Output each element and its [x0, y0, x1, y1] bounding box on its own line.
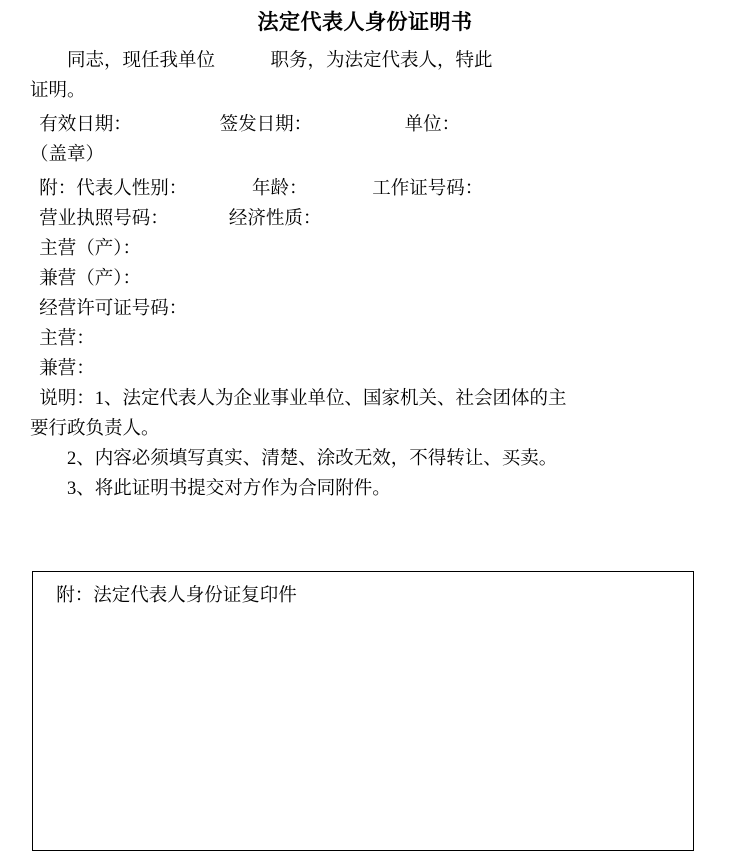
- page-title: 法定代表人身份证明书: [257, 10, 473, 34]
- economic-nature-label: 经济性质：: [228, 209, 322, 229]
- permit-number-label: 经营许可证号码：: [30, 299, 188, 319]
- unit-label: 单位：: [404, 115, 461, 135]
- license-number-label: 营业执照号码：: [30, 209, 169, 229]
- issue-date-label: 签发日期：: [219, 115, 313, 135]
- note-item-1-line-2: 要行政负责人。: [30, 419, 160, 439]
- side-business-label: 兼营：: [30, 359, 95, 379]
- gap: [132, 115, 220, 135]
- gap: [187, 179, 252, 199]
- side-product-label: 兼营（产）：: [30, 269, 142, 289]
- main-product-label: 主营（产）：: [30, 239, 142, 259]
- intro-line-2: 证明。: [30, 81, 86, 101]
- license-row: [30, 204, 700, 234]
- note-item-2: 2、内容必须填写真实、清楚、涂改无效，不得转让、买卖。: [30, 449, 558, 469]
- attachment-box: [32, 571, 694, 851]
- seal-line: （盖章）: [30, 145, 105, 165]
- attachment-box-label: 附：法定代表人身份证复印件: [47, 586, 297, 606]
- gap: [308, 179, 373, 199]
- rep-gender-label: 附：代表人性别：: [30, 179, 188, 199]
- main-business-label: 主营：: [30, 329, 95, 349]
- document-body: [30, 46, 700, 504]
- gap: [312, 115, 405, 135]
- rep-age-label: 年龄：: [252, 179, 308, 199]
- note-item-3: 3、将此证明书提交对方作为合同附件。: [30, 479, 391, 499]
- rep-info-row: [30, 174, 700, 204]
- note-item-1-line-1: 说明：1、法定代表人为企业事业单位、国家机关、社会团体的主: [30, 389, 567, 409]
- document-page: [0, 6, 730, 866]
- valid-date-row: [30, 110, 700, 140]
- valid-date-label: 有效日期：: [30, 115, 132, 135]
- intro-line-1: 同志，现任我单位 职务，为法定代表人，特此: [30, 51, 493, 71]
- gap: [169, 209, 229, 229]
- work-id-label: 工作证号码：: [372, 179, 484, 199]
